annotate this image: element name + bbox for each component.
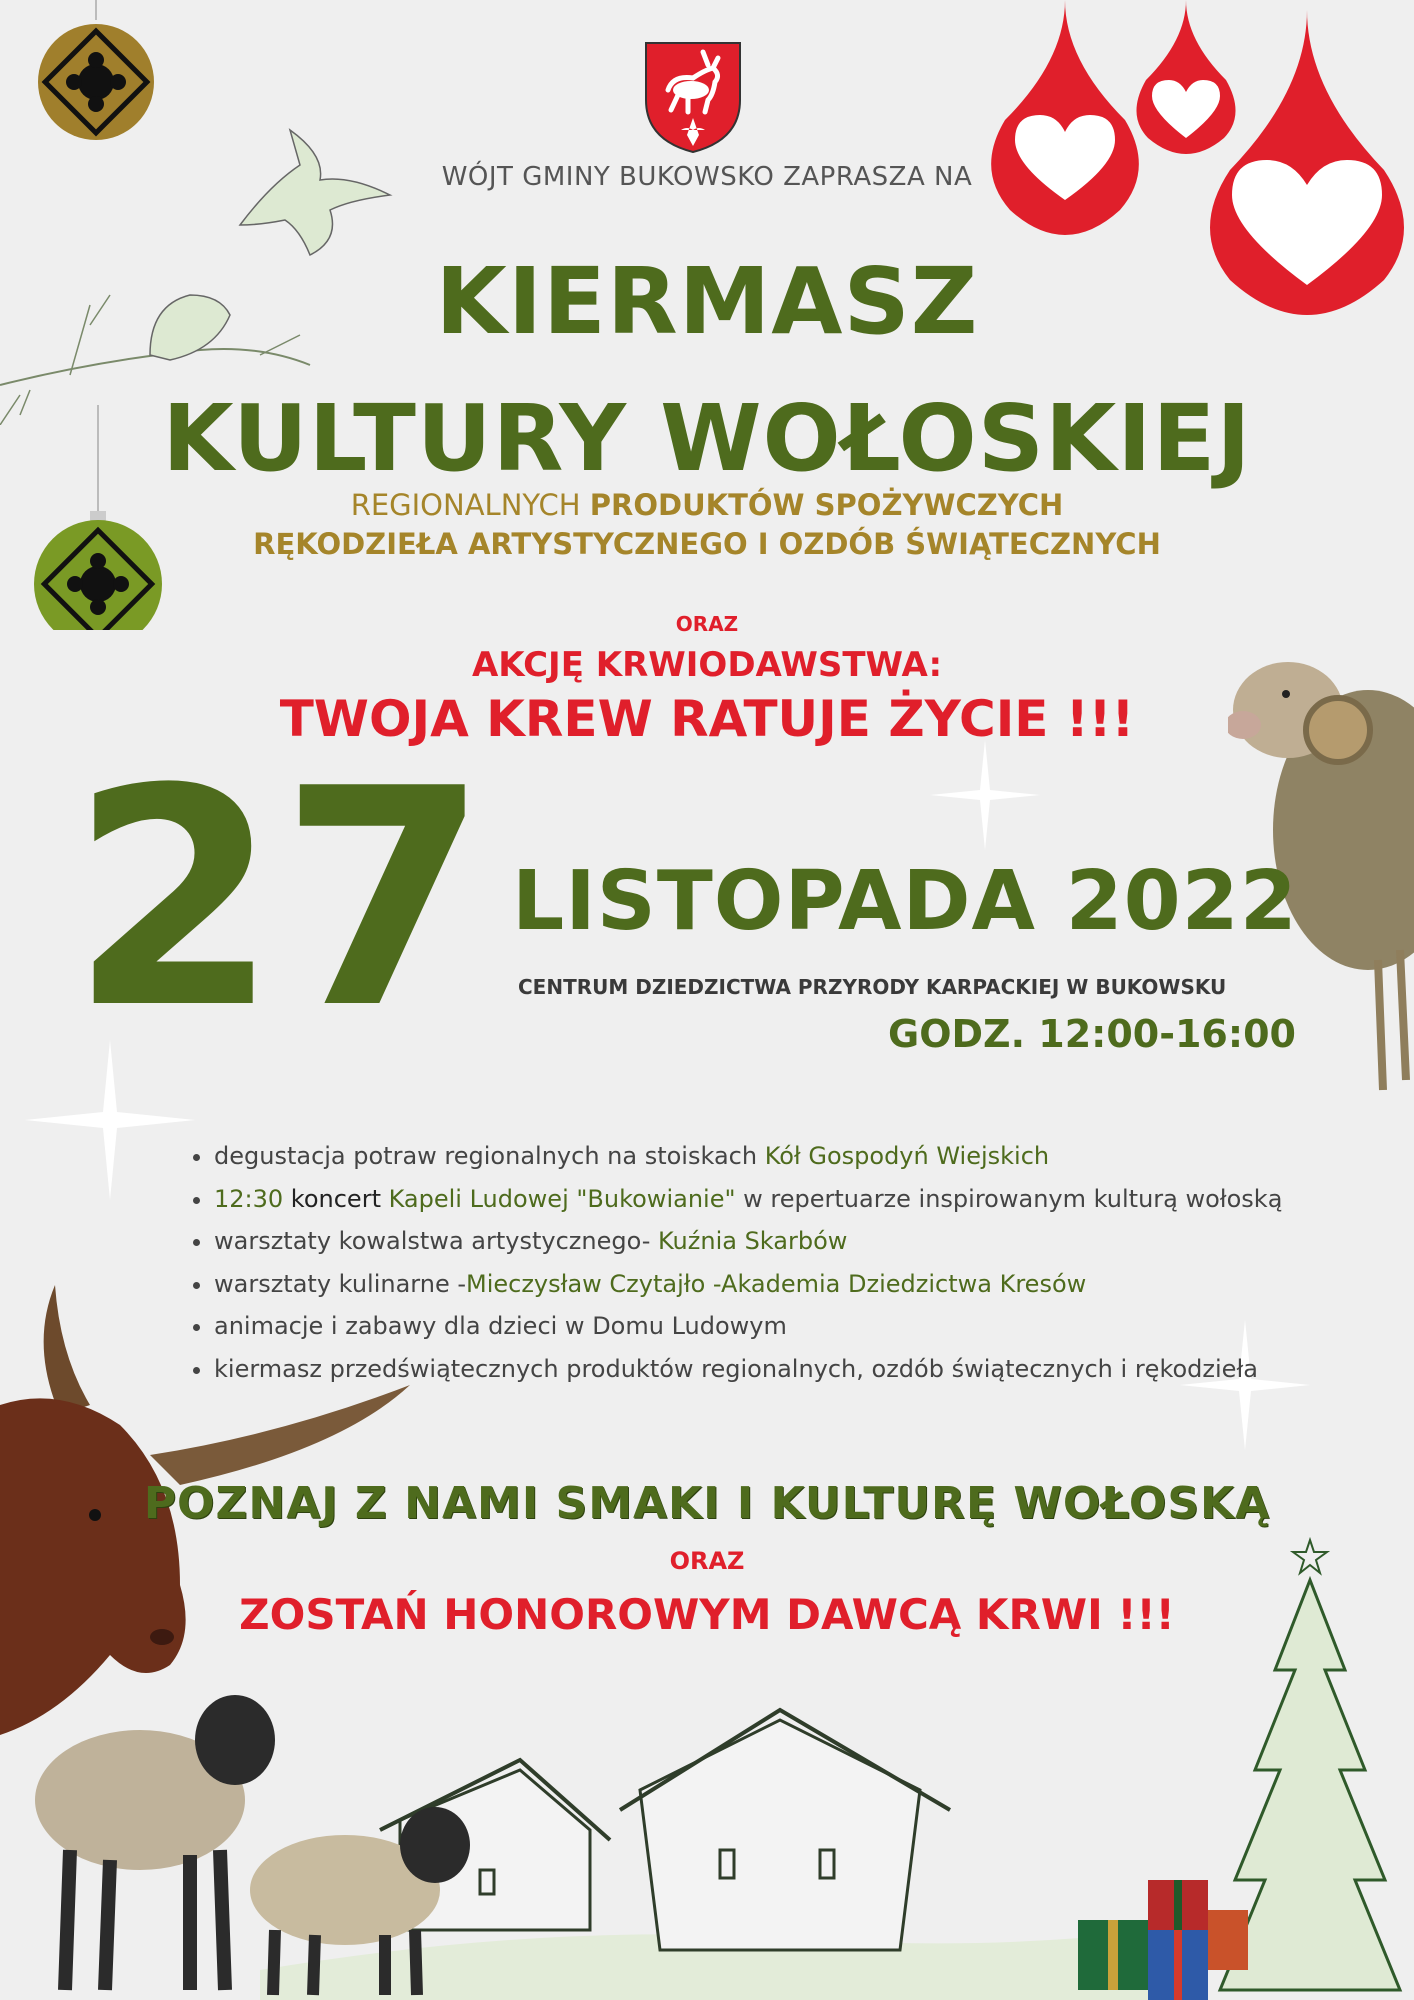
- gift-boxes-icon: [1078, 1870, 1248, 2000]
- invitation-line: WÓJT GMINY BUKOWSKO ZAPRASZA NA: [441, 162, 973, 192]
- item-text: warsztaty kulinarne -: [214, 1269, 466, 1298]
- item-text-tail: w repertuarze inspirowanym kulturą wołoską: [735, 1184, 1283, 1213]
- bird-flying-icon: [230, 125, 400, 265]
- subtitle-prefix: REGIONALNYCH: [350, 488, 590, 522]
- features-list: [188, 1135, 1334, 1390]
- subtitle-line2: RĘKODZIEŁA ARTYSTYCZNEGO I OZDÓB ŚWIĄTECZNYCH: [253, 527, 1161, 561]
- blood-drive-slogan: TWOJA KREW RATUJE ŻYCIE !!!: [279, 690, 1135, 748]
- list-item: [214, 1135, 1334, 1178]
- item-text: koncert: [283, 1184, 389, 1213]
- item-highlight: Kapeli Ludowej "Bukowianie": [388, 1184, 736, 1213]
- ornament-gold-icon: [30, 0, 170, 150]
- item-text: degustacja potraw regionalnych na stoiskach: [214, 1142, 765, 1170]
- event-month-year: LISTOPADA 2022: [512, 854, 1298, 949]
- list-item: [214, 1348, 1334, 1391]
- item-highlight: Mieczysław Czytajło -Akademia Dziedzictwa Kresów: [466, 1269, 1087, 1298]
- event-venue: CENTRUM DZIEDZICTWA PRZYRODY KARPACKIEJ W BUKOWSKU: [518, 975, 1227, 999]
- list-item: [214, 1220, 1334, 1263]
- oraz-label: ORAZ: [675, 612, 739, 636]
- subtitle-bold: PRODUKTÓW SPOŻYWCZYCH: [589, 488, 1064, 522]
- item-text: warsztaty kowalstwa artystycznego-: [214, 1227, 658, 1255]
- subtitle-line1: [0, 488, 1414, 522]
- sparkle-icon: [930, 740, 1040, 850]
- list-item: [214, 1305, 1334, 1348]
- item-highlight: Kół Gospodyń Wiejskich: [764, 1142, 1050, 1170]
- item-time: 12:30: [214, 1184, 284, 1213]
- list-item: [214, 1263, 1334, 1306]
- blood-drive-heading: AKCJĘ KRWIODAWSTWA:: [471, 645, 943, 685]
- item-highlight: Kuźnia Skarbów: [658, 1227, 848, 1255]
- page-title: KIERMASZ: [435, 248, 979, 355]
- closing-heading: POZNAJ Z NAMI SMAKI I KULTURĘ WOŁOSKĄ: [143, 1478, 1271, 1529]
- event-day: 27: [70, 725, 490, 1074]
- oraz-label-2: ORAZ: [669, 1547, 745, 1575]
- page-title-line2: KULTURY WOŁOSKIEJ: [162, 385, 1252, 492]
- sheep-black-face-small-image: [245, 1790, 485, 2000]
- closing-call-to-action: ZOSTAŃ HONOROWYM DAWCĄ KRWI !!!: [239, 1590, 1175, 1639]
- item-text: kiermasz przedświątecznych produktów regionalnych, ozdób świątecznych i rękodzieła: [214, 1354, 1258, 1383]
- event-hours: GODZ. 12:00-16:00: [888, 1012, 1296, 1056]
- coat-of-arms-deer-icon: [643, 40, 743, 155]
- item-text: animacje i zabawy dla dzieci w Domu Ludowym: [214, 1312, 787, 1340]
- blood-drop-heart-icon: [990, 0, 1140, 245]
- list-item: [214, 1178, 1334, 1221]
